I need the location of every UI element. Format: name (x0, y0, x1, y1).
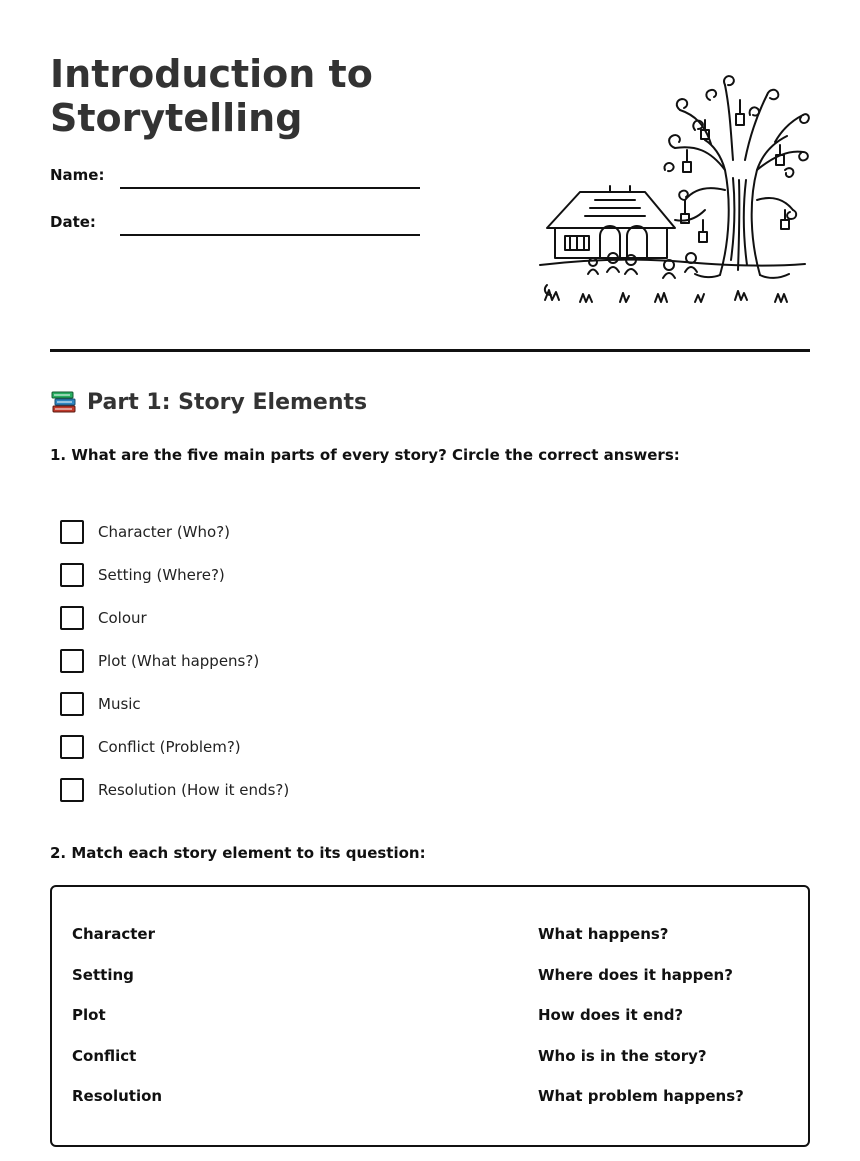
match-question[interactable]: What happens? (538, 925, 669, 943)
match-element[interactable]: Resolution (72, 1087, 163, 1105)
option-label: Plot (What happens?) (98, 651, 260, 670)
option-plot[interactable] (60, 639, 289, 682)
option-colour[interactable] (60, 596, 289, 639)
element-questions-column (538, 925, 744, 1128)
question-2: 2. Match each story element to its question: (50, 844, 426, 862)
storytelling-illustration (535, 60, 810, 315)
match-question[interactable]: Where does it happen? (538, 965, 733, 984)
match-question[interactable]: Who is in the story? (538, 1046, 707, 1065)
option-setting[interactable] (60, 553, 289, 596)
option-character[interactable] (60, 510, 289, 553)
match-element[interactable]: Conflict (72, 1046, 137, 1065)
option-label: Music (98, 694, 141, 713)
books-icon (50, 388, 78, 416)
option-label: Character (Who?) (98, 522, 231, 541)
checkbox[interactable] (60, 563, 84, 587)
question-1-options (60, 510, 289, 811)
checkbox[interactable] (60, 692, 84, 716)
option-label: Resolution (How it ends?) (98, 780, 290, 799)
checkbox[interactable] (60, 778, 84, 802)
option-label: Setting (Where?) (98, 565, 225, 584)
name-field[interactable] (120, 187, 420, 189)
option-music[interactable] (60, 682, 289, 725)
match-question[interactable]: How does it end? (538, 1006, 684, 1024)
date-label: Date: (50, 213, 96, 231)
match-element[interactable]: Setting (72, 965, 134, 984)
part1-heading (50, 388, 367, 416)
worksheet-title: Introduction to Storytelling (50, 52, 373, 140)
match-question[interactable]: What problem happens? (538, 1087, 744, 1105)
match-element[interactable]: Character (72, 925, 155, 943)
question-1: 1. What are the five main parts of every story? Circle the correct answers: (50, 446, 680, 464)
date-field[interactable] (120, 234, 420, 236)
checkbox[interactable] (60, 606, 84, 630)
checkbox[interactable] (60, 735, 84, 759)
name-label: Name: (50, 166, 105, 184)
option-label: Colour (98, 608, 147, 627)
match-element[interactable]: Plot (72, 1006, 106, 1024)
checkbox[interactable] (60, 649, 84, 673)
option-resolution[interactable] (60, 768, 289, 811)
section-divider (50, 349, 810, 352)
part1-heading-text: Part 1: Story Elements (87, 389, 368, 415)
story-elements-column (72, 925, 162, 1128)
option-label: Conflict (Problem?) (98, 737, 241, 756)
matching-box (50, 885, 810, 1147)
checkbox[interactable] (60, 520, 84, 544)
option-conflict[interactable] (60, 725, 289, 768)
